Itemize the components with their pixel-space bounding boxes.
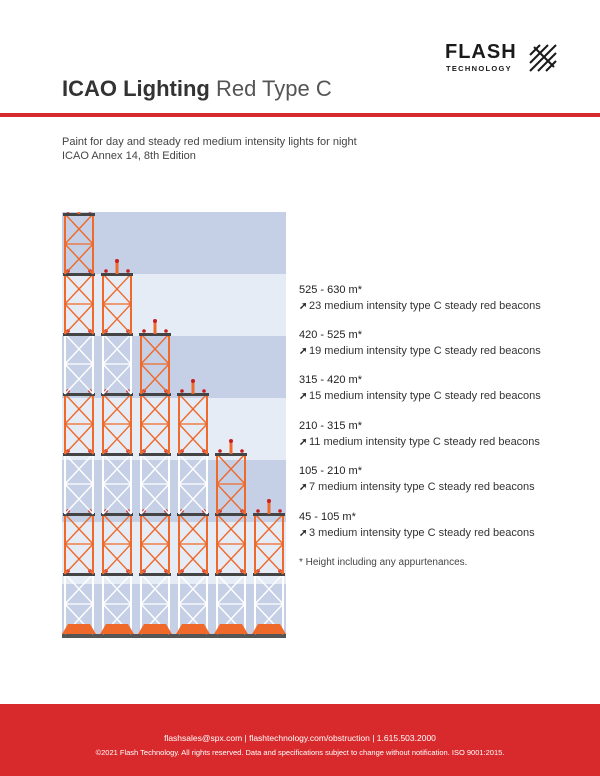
beacon: [164, 329, 168, 333]
arrow-icon: ➚: [299, 528, 308, 539]
tower-platform: [63, 273, 95, 276]
legend-description: [299, 300, 589, 312]
beacon: [229, 439, 233, 443]
legend-item: [299, 465, 589, 493]
legend-height: 210 - 315 m*: [299, 420, 362, 432]
title-light: Red Type C: [215, 76, 332, 101]
footer-bar: [0, 704, 600, 776]
beacon: [142, 329, 146, 333]
beacon: [180, 389, 184, 393]
tower-platform: [63, 573, 95, 576]
ground-line: [62, 634, 286, 638]
footer-contact: flashsales@spx.com | flashtechnology.com/obstruction | 1.615.503.2000: [164, 733, 436, 743]
tower-platform: [101, 573, 133, 576]
title-bold: ICAO Lighting: [62, 76, 210, 101]
height-band: [62, 212, 286, 274]
height-band: [62, 336, 286, 398]
tower-mast: [192, 382, 195, 394]
legend-description: [299, 481, 589, 493]
logo-wordmark: FLASH: [445, 41, 517, 63]
height-band: [62, 274, 286, 336]
tower-mast: [78, 212, 81, 214]
arrow-icon: ➚: [299, 346, 308, 357]
beacon: [267, 499, 271, 503]
beacon: [104, 269, 108, 273]
legend-desc-text: 7 medium intensity type C steady red beacons: [309, 481, 535, 493]
tower-base: [176, 624, 210, 634]
beacon: [256, 509, 260, 513]
tower-mast: [268, 502, 271, 514]
tower-platform: [139, 513, 171, 516]
tower-platform: [101, 453, 133, 456]
tower-mast: [230, 442, 233, 454]
legend-description: [299, 345, 589, 357]
tower-mast: [116, 262, 119, 274]
beacon: [153, 319, 157, 323]
legend-description: [299, 436, 589, 448]
arrow-icon: ➚: [299, 437, 308, 448]
logo-subtitle: TECHNOLOGY: [446, 64, 512, 73]
legend-item: [299, 420, 589, 448]
tower-base: [138, 624, 172, 634]
tower-platform: [101, 333, 133, 336]
tower-platform: [63, 453, 95, 456]
height-band: [62, 522, 286, 584]
height-band: [62, 584, 286, 638]
tower-platform: [177, 453, 209, 456]
intro-line-2: ICAO Annex 14, 8th Edition: [62, 150, 196, 162]
legend-item: [299, 374, 589, 402]
tower-platform: [63, 513, 95, 516]
tower-platform: [139, 453, 171, 456]
beacon: [191, 379, 195, 383]
arrow-icon: ➚: [299, 301, 308, 312]
legend-desc-text: 23 medium intensity type C steady red beacons: [309, 300, 541, 312]
tower-platform: [139, 393, 171, 396]
tower-platform: [177, 573, 209, 576]
height-band: [62, 460, 286, 522]
beacon: [202, 389, 206, 393]
legend-desc-text: 15 medium intensity type C steady red beacons: [309, 390, 541, 402]
height-band: [62, 398, 286, 460]
tower-mast: [154, 322, 157, 334]
tower-platform: [101, 393, 133, 396]
arrow-icon: ➚: [299, 482, 308, 493]
legend-height: 315 - 420 m*: [299, 374, 362, 386]
legend-desc-text: 19 medium intensity type C steady red beacons: [309, 345, 541, 357]
intro-line-1: Paint for day and steady red medium intensity lights for night: [62, 136, 357, 148]
legend-height: 525 - 630 m*: [299, 284, 362, 296]
legend-description: [299, 390, 589, 402]
beacon: [278, 509, 282, 513]
legend-height: 105 - 210 m*: [299, 465, 362, 477]
tower-platform: [101, 513, 133, 516]
arrow-icon: ➚: [299, 391, 308, 402]
tower-platform: [63, 393, 95, 396]
flash-technology-logo: [445, 42, 565, 74]
tower-platform: [177, 513, 209, 516]
beacon: [218, 449, 222, 453]
header-divider: [0, 113, 600, 117]
logo-mark-icon: [528, 43, 558, 73]
tower-base: [214, 624, 248, 634]
legend-description: [299, 527, 589, 539]
tower-platform: [215, 573, 247, 576]
legend-item: [299, 329, 589, 357]
legend-height: 45 - 105 m*: [299, 511, 356, 523]
legend-desc-text: 11 medium intensity type C steady red beacons: [309, 436, 540, 448]
tower-platform: [63, 333, 95, 336]
legend-desc-text: 3 medium intensity type C steady red beacons: [309, 527, 535, 539]
tower-platform: [253, 573, 285, 576]
tower-platform: [139, 573, 171, 576]
tower-platform: [215, 513, 247, 516]
tower-base: [252, 624, 286, 634]
legend-item: [299, 511, 589, 539]
height-footnote: * Height including any appurtenances.: [299, 557, 468, 568]
legend-height: 420 - 525 m*: [299, 329, 362, 341]
page-title: [62, 76, 332, 102]
beacon: [115, 259, 119, 263]
beacon: [126, 269, 130, 273]
legend-item: [299, 284, 589, 312]
beacon: [240, 449, 244, 453]
footer-legal: ©2021 Flash Technology. All rights reserved. Data and specifications subject to change without notification. ISO 9001:2015.: [95, 748, 505, 757]
tower-lighting-illustration: [62, 212, 286, 638]
